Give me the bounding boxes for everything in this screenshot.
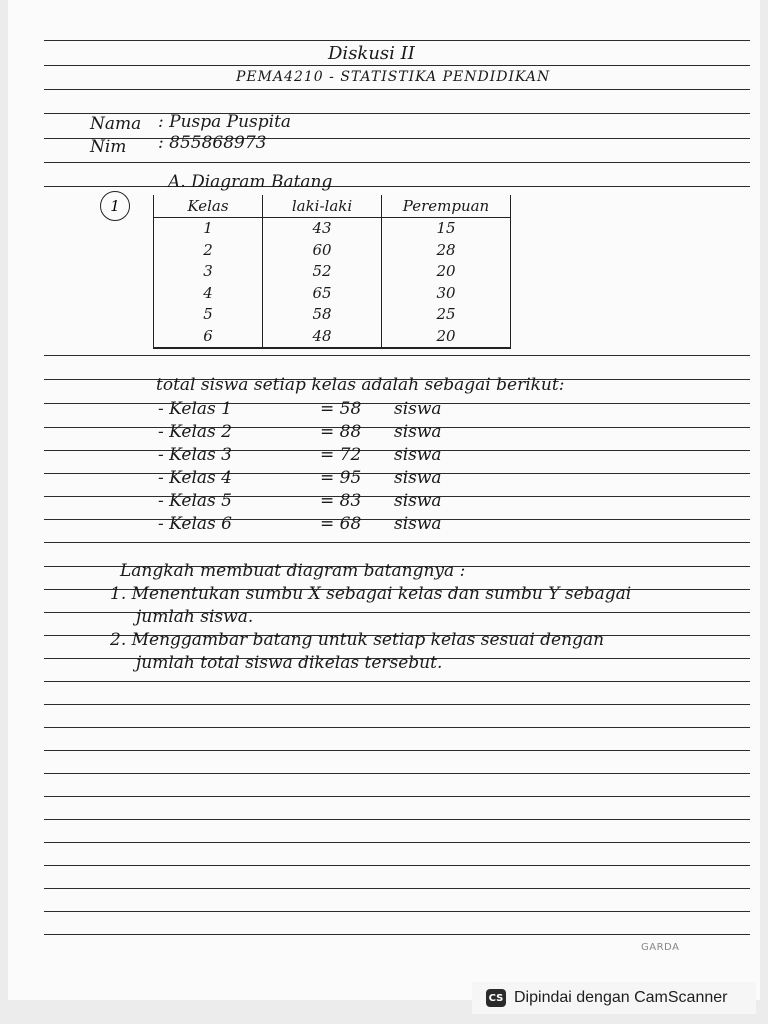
ruled-line [44, 355, 750, 356]
column-header: laki-laki [263, 195, 382, 217]
table-row [154, 304, 511, 326]
nama-value: : Puspa Puspita [158, 112, 292, 132]
table-cell: 30 [382, 282, 511, 304]
column-header: Perempuan [382, 195, 511, 217]
ruled-line [44, 842, 750, 843]
step-line: jumlah total siswa dikelas tersebut. [136, 653, 443, 673]
total-kelas-label: - Kelas 5 [158, 491, 232, 511]
table-row [154, 325, 511, 348]
nim-label: Nim [90, 137, 127, 157]
table-cell: 60 [263, 239, 382, 261]
ruled-line [44, 796, 750, 797]
ruled-line [44, 888, 750, 889]
table-cell: 4 [154, 282, 263, 304]
ruled-line [44, 162, 750, 163]
total-kelas-value: = 88 [320, 422, 362, 442]
table-cell: 25 [382, 304, 511, 326]
column-header: Kelas [154, 195, 263, 217]
data-table [153, 195, 511, 349]
nim-value: : 855868973 [158, 133, 267, 153]
ruled-line [44, 40, 750, 41]
table-cell: 15 [382, 217, 511, 239]
table-cell: 6 [154, 325, 263, 348]
question-number-badge: 1 [100, 191, 130, 221]
steps-intro: Langkah membuat diagram batangnya : [120, 561, 466, 581]
total-kelas-value: = 58 [320, 399, 362, 419]
step-line: 2. Menggambar batang untuk setiap kelas sesuai dengan [110, 630, 605, 650]
total-kelas-value: = 95 [320, 468, 362, 488]
paper-brand-logo: GARDA [641, 942, 680, 953]
total-kelas-label: - Kelas 6 [158, 514, 232, 534]
table-cell: 28 [382, 239, 511, 261]
nama-label: Nama [90, 114, 142, 134]
table-cell: 48 [263, 325, 382, 348]
table-cell: 1 [154, 217, 263, 239]
table-row [154, 261, 511, 283]
total-kelas-label: - Kelas 2 [158, 422, 232, 442]
table-cell: 5 [154, 304, 263, 326]
ruled-line [44, 704, 750, 705]
ruled-line [44, 186, 750, 187]
step-line: jumlah siswa. [136, 607, 254, 627]
section-title: A. Diagram Batang [168, 172, 333, 192]
ruled-line [44, 727, 750, 728]
ruled-line [44, 138, 750, 139]
total-kelas-value: = 72 [320, 445, 362, 465]
table-cell: 20 [382, 325, 511, 348]
total-kelas-unit: siswa [394, 468, 442, 488]
table-row [154, 239, 511, 261]
total-kelas-value: = 68 [320, 514, 362, 534]
ruled-line [44, 819, 750, 820]
ruled-line [44, 750, 750, 751]
ruled-line [44, 542, 750, 543]
table-cell: 43 [263, 217, 382, 239]
notebook-page [8, 0, 760, 1000]
total-kelas-unit: siswa [394, 491, 442, 511]
ruled-line [44, 911, 750, 912]
ruled-line [44, 113, 750, 114]
total-kelas-unit: siswa [394, 445, 442, 465]
total-kelas-label: - Kelas 4 [158, 468, 232, 488]
ruled-line [44, 865, 750, 866]
total-kelas-unit: siswa [394, 422, 442, 442]
total-kelas-label: - Kelas 3 [158, 445, 232, 465]
total-kelas-value: = 83 [320, 491, 362, 511]
ruled-line [44, 65, 750, 66]
table-cell: 3 [154, 261, 263, 283]
total-kelas-label: - Kelas 1 [158, 399, 232, 419]
camscanner-watermark [472, 982, 756, 1014]
table-cell: 52 [263, 261, 382, 283]
table-row [154, 217, 511, 239]
page-title: Diskusi II [328, 43, 415, 64]
camscanner-text: Dipindai dengan CamScanner [514, 989, 728, 1006]
total-kelas-unit: siswa [394, 514, 442, 534]
ruled-line [44, 773, 750, 774]
ruled-line [44, 89, 750, 90]
ruled-line [44, 681, 750, 682]
ruled-line [44, 934, 750, 935]
total-kelas-unit: siswa [394, 399, 442, 419]
table-cell: 20 [382, 261, 511, 283]
table-row [154, 282, 511, 304]
totals-intro: total siswa setiap kelas adalah sebagai berikut: [156, 375, 565, 395]
table-header-row [154, 195, 511, 217]
course-title: PEMA4210 - STATISTIKA PENDIDIKAN [236, 69, 551, 85]
camscanner-icon: CS [486, 989, 506, 1007]
step-line: 1. Menentukan sumbu X sebagai kelas dan sumbu Y sebagai [110, 584, 632, 604]
table-cell: 58 [263, 304, 382, 326]
table-cell: 65 [263, 282, 382, 304]
table-cell: 2 [154, 239, 263, 261]
